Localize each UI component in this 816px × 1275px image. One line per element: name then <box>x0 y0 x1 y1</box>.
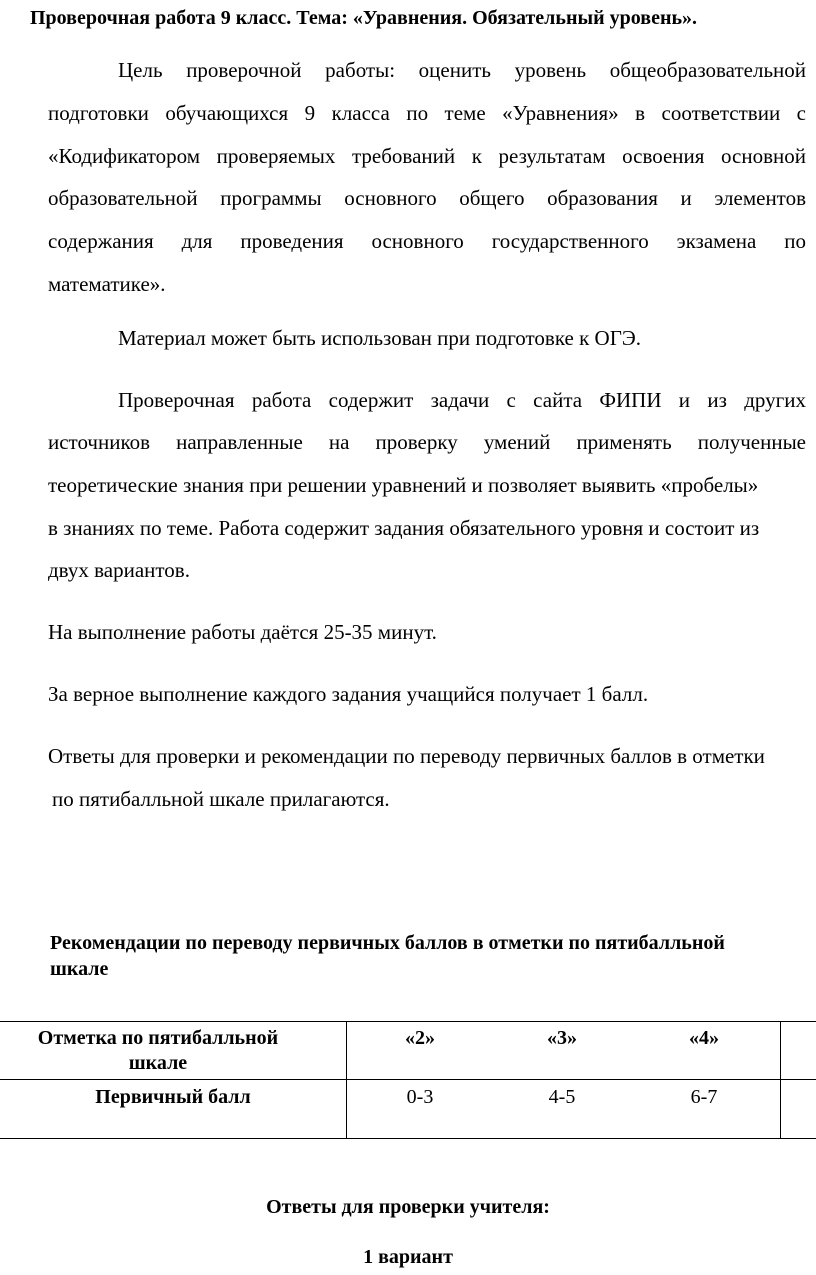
table-header-label: Отметка по пятибалльной <box>37 1027 279 1049</box>
table-header-label: шкале <box>128 1052 188 1074</box>
table-cell-score: 4-5 <box>548 1086 576 1108</box>
paragraph-line: в знаниях по теме. Работа содержит задания обязательного уровня и состоит из <box>48 516 760 540</box>
recommend-heading-line: шкале <box>50 958 109 980</box>
table-cell-score: 6-7 <box>690 1086 718 1108</box>
table-border <box>0 1079 816 1080</box>
table-cell-score: 0-3 <box>406 1086 434 1108</box>
paragraph-line: Цель проверочной работы: оценить уровень общеобразовательной <box>118 58 806 82</box>
table-header-grade: «4» <box>689 1027 719 1049</box>
paragraph-line: подготовки обучающихся 9 класса по теме «Уравнения» в соответствии с <box>48 101 806 125</box>
paragraph-line: источников направленные на проверку умений применять полученные <box>48 430 806 454</box>
paragraph-line: «Кодификатором проверяемых требований к результатам освоения основной <box>48 144 806 168</box>
table-header-grade: «2» <box>405 1027 435 1049</box>
paragraph-line: теоретические знания при решении уравнений и позволяет выявить «пробелы» <box>48 473 759 497</box>
paragraph-line: содержания для проведения основного государственного экзамена по <box>48 229 806 253</box>
table-border <box>0 1021 816 1022</box>
material-note: Материал может быть использован при подготовке к ОГЭ. <box>118 326 641 350</box>
table-border <box>0 1138 816 1139</box>
answers-note-line: по пятибалльной шкале прилагаются. <box>52 787 390 811</box>
time-note: На выполнение работы даётся 25-35 минут. <box>48 620 437 644</box>
paragraph-line: образовательной программы основного общего образования и элементов <box>48 186 806 210</box>
paragraph-line: Проверочная работа содержит задачи с сайта ФИПИ и из других <box>118 388 806 412</box>
answers-heading: Ответы для проверки учителя: <box>266 1196 550 1218</box>
recommend-heading-line: Рекомендации по переводу первичных баллов в отметки по пятибалльной <box>50 932 725 954</box>
document-title: Проверочная работа 9 класс. Тема: «Уравнения. Обязательный уровень». <box>30 7 698 29</box>
table-border <box>346 1021 347 1139</box>
paragraph-line: двух вариантов. <box>48 558 190 582</box>
table-row-label: Первичный балл <box>95 1086 251 1108</box>
table-border <box>780 1021 781 1139</box>
score-note: За верное выполнение каждого задания учащийся получает 1 балл. <box>48 682 649 706</box>
paragraph-line: математике». <box>48 272 166 296</box>
variant-heading: 1 вариант <box>363 1246 453 1268</box>
answers-note-line: Ответы для проверки и рекомендации по переводу первичных баллов в отметки <box>48 744 765 768</box>
table-header-grade: «3» <box>547 1027 577 1049</box>
